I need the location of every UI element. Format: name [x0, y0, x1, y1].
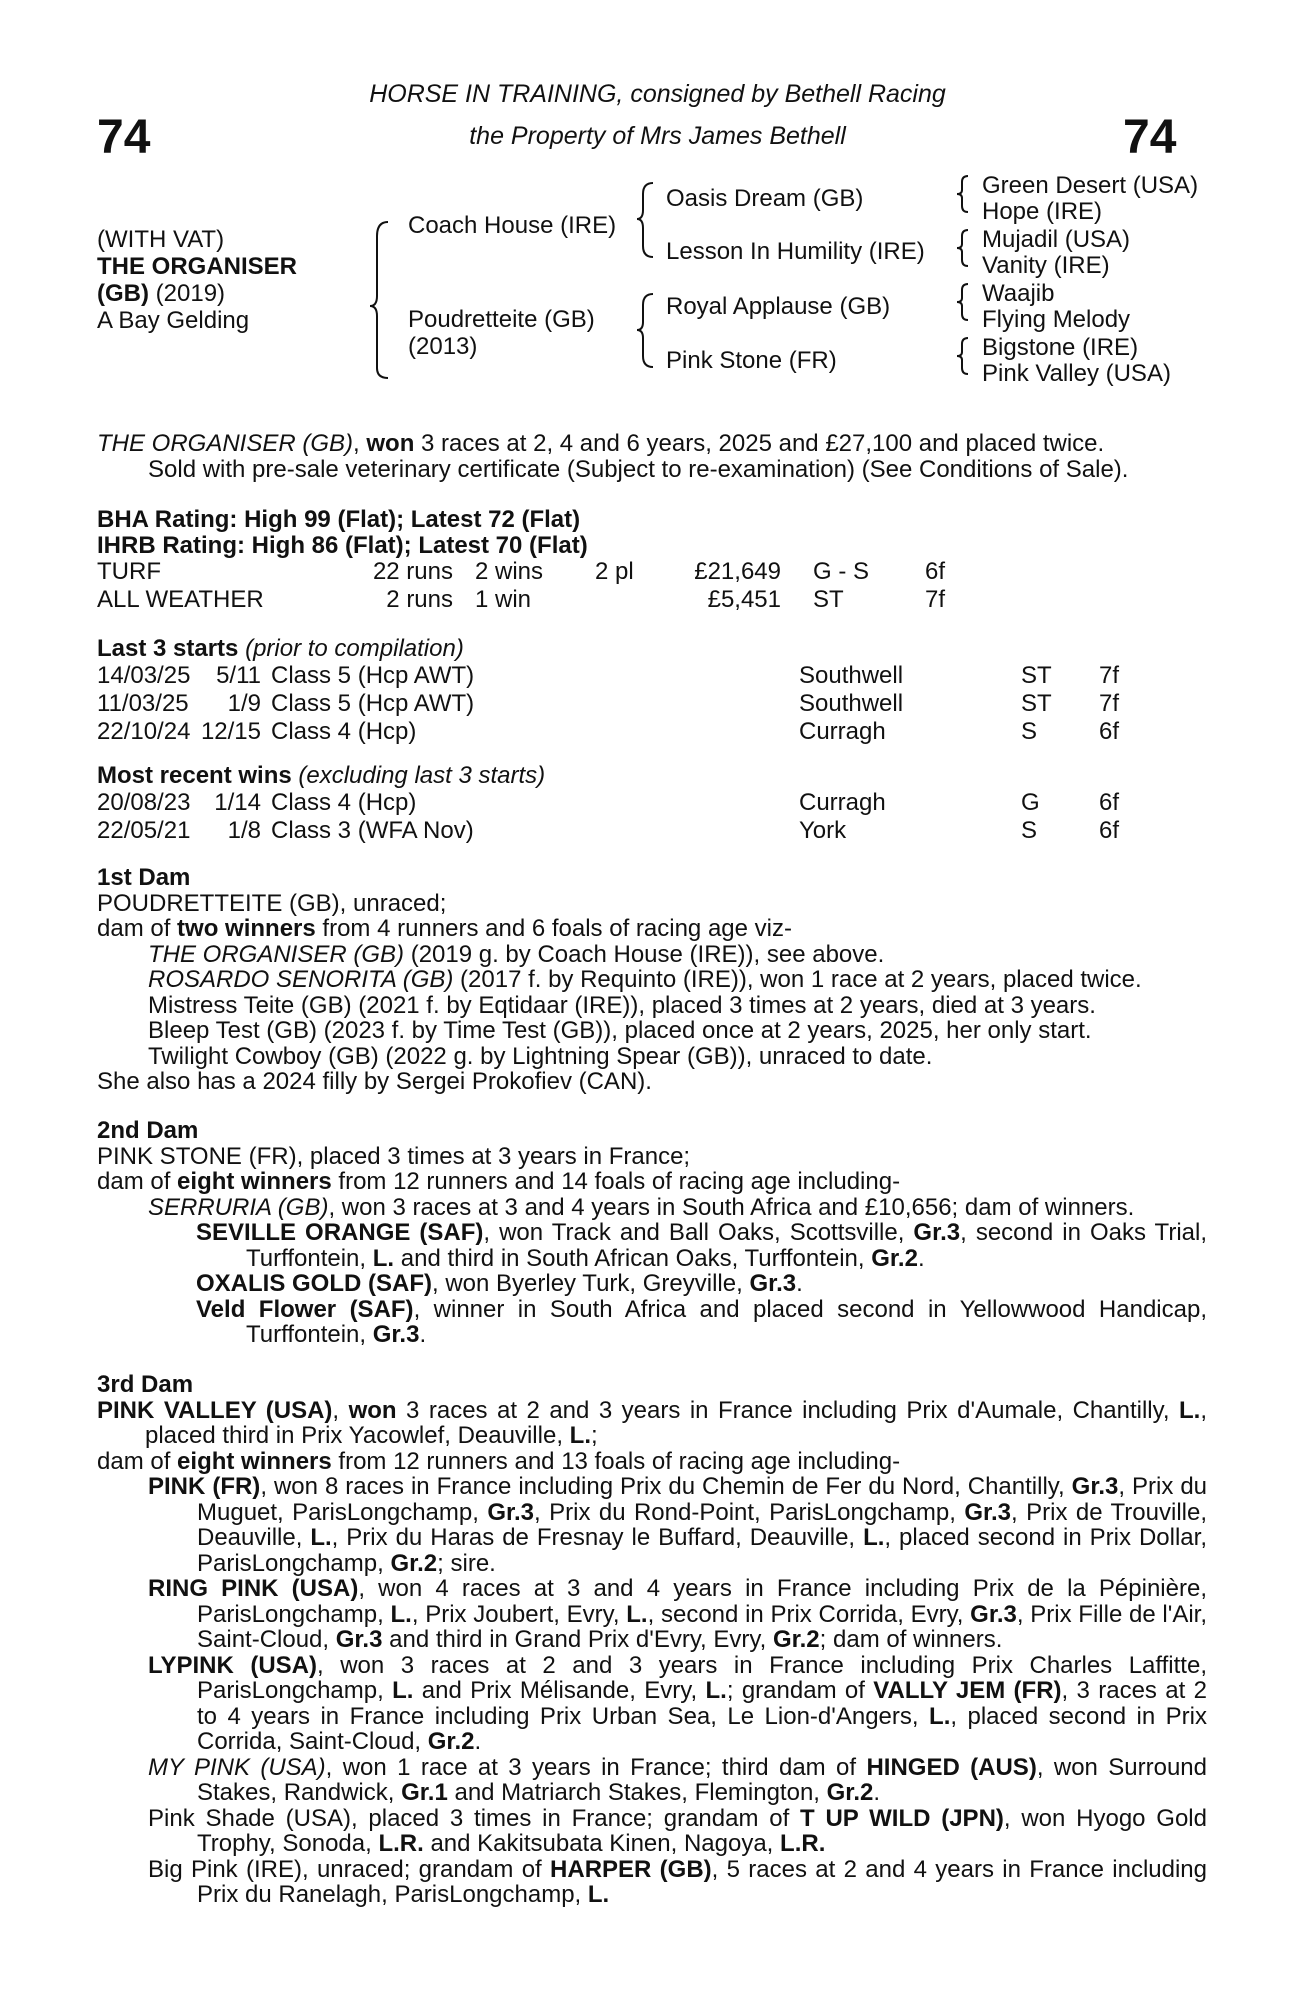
- recent-title: [97, 763, 1207, 789]
- list-item: PINK (FR), won 8 races in France including Prix du Chemin de Fer du Nord, Chantilly, Gr.3, Prix du Muguet, ParisLongchamp, Gr.3, Prix du Rond-Point, ParisLongchamp, Gr.3, Prix de Trouville, Deauville, L., Prix du Haras de Fresnay le Buffard, Deauville, L., placed second in Prix Dollar, ParisLongchamp, Gr.2; sire.: [148, 1473, 1208, 1577]
- list-item: LYPINK (USA), won 3 races at 2 and 3 years in France including Prix Charles Laffitte, ParisLongchamp, L. and Prix Mélisande, Evry, L.; grandam of VALLY JEM (FR), 3 races at 2 to 4 years in France including Prix Urban Sea, Le Lion-d'Angers, L., placed second in Prix Corrida, Saint-Cloud, Gr.2.: [148, 1651, 1208, 1755]
- dam-name: Poudretteite (GB): [408, 306, 595, 333]
- race-class: Class 5 (Hcp AWT): [271, 662, 475, 689]
- horse-name: THE ORGANISER: [97, 253, 298, 280]
- third-dam-line2: dam of eight winners from 12 runners and 13 foals of racing age including-: [97, 1447, 901, 1475]
- vat-label: (WITH VAT): [97, 226, 225, 253]
- wins: 1 win: [475, 586, 532, 613]
- distance: 7f: [925, 586, 946, 613]
- race-class: Class 4 (Hcp): [271, 789, 417, 816]
- table-row: [97, 690, 1119, 718]
- list-item: Mistress Teite (GB) (2021 f. by Eqtidaar (IRE)), placed 3 times at 2 years, died at 3 years.: [148, 991, 1096, 1019]
- race-class: Class 3 (WFA Nov): [271, 817, 474, 844]
- course: Southwell: [799, 690, 904, 717]
- list-item: RING PINK (USA), won 4 races at 3 and 4 years in France including Prix de la Pépinière, ParisLongchamp, L., Prix Joubert, Evry, L., second in Prix Corrida, Evry, Gr.3, Prix Fille de l'Air, Saint-Cloud, Gr.3 and third in Grand Prix d'Evry, Evry, Gr.2; dam of winners.: [148, 1575, 1207, 1653]
- distance: 6f: [1099, 817, 1120, 844]
- gen4-7: Pink Valley (USA): [982, 360, 1171, 387]
- going: ST: [813, 586, 844, 613]
- placed: [595, 586, 655, 614]
- summary-line1: THE ORGANISER (GB), won 3 races at 2, 4 and 6 years, 2025 and £27,100 and placed twice.: [97, 430, 1105, 457]
- first-dam-line1: POUDRETTEITE (GB), unraced;: [97, 889, 447, 917]
- distance: 6f: [925, 558, 946, 585]
- sire: Coach House (IRE): [408, 212, 617, 239]
- form-summary-table: [97, 558, 965, 614]
- race-class: Class 5 (Hcp AWT): [271, 690, 475, 717]
- date: 11/03/25: [97, 690, 189, 717]
- gen3-0: Oasis Dream (GB): [666, 185, 864, 212]
- table-row: [97, 817, 1119, 845]
- lot-number-right: 74: [1123, 111, 1177, 164]
- list-item: SEVILLE ORANGE (SAF), won Track and Ball Oaks, Scottsville, Gr.3, second in Oaks Trial, Turffontein, L. and third in South African Oaks, Turffontein, Gr.2.: [196, 1219, 1207, 1272]
- last3-note: (prior to compilation): [238, 635, 464, 662]
- gen3-1: Lesson In Humility (IRE): [666, 238, 925, 265]
- summary: [97, 431, 1207, 482]
- going: G - S: [813, 558, 870, 585]
- runs: 2 runs: [386, 586, 453, 613]
- last3-heading: Last 3 starts: [97, 635, 239, 662]
- last3-table: [97, 662, 1119, 746]
- date: 22/10/24: [97, 718, 191, 745]
- placed: 2 pl: [595, 558, 634, 585]
- position: 5/11: [216, 662, 261, 689]
- gen3-3: Pink Stone (FR): [666, 347, 837, 374]
- list-item: Twilight Cowboy (GB) (2022 g. by Lightning Spear (GB)), unraced to date.: [148, 1042, 933, 1070]
- list-item: OXALIS GOLD (SAF), won Byerley Turk, Greyville, Gr.3.: [196, 1270, 803, 1297]
- table-row: [97, 718, 1119, 746]
- first-dam-section: [97, 865, 1207, 1095]
- second-dam-title: 2nd Dam: [97, 1117, 199, 1144]
- course: Curragh: [799, 789, 886, 816]
- surface: TURF: [97, 558, 161, 585]
- course: Southwell: [799, 662, 904, 689]
- third-dam-section: [97, 1372, 1207, 1908]
- horse-description: A Bay Gelding: [97, 307, 250, 334]
- second-dam-line2: dam of eight winners from 12 runners and 14 foals of racing age including-: [97, 1168, 901, 1195]
- recent-heading: Most recent wins: [97, 762, 292, 789]
- last3-title: [97, 636, 1207, 662]
- list-item: ROSARDO SENORITA (GB) (2017 f. by Requinto (IRE)), won 1 race at 2 years, placed twice.: [148, 966, 1142, 993]
- gen4-5: Flying Melody: [982, 306, 1131, 333]
- list-item: Veld Flower (SAF), winner in South Africa and placed second in Yellowwood Handicap, Turffontein, Gr.3.: [196, 1295, 1208, 1348]
- course: Curragh: [799, 718, 886, 745]
- gen4-2: Mujadil (USA): [982, 226, 1131, 253]
- distance: 6f: [1099, 789, 1120, 816]
- date: 20/08/23: [97, 789, 191, 816]
- gen4-3: Vanity (IRE): [982, 252, 1110, 279]
- first-dam-footnote: She also has a 2024 filly by Sergei Prokofiev (CAN).: [97, 1068, 652, 1095]
- going: G: [1021, 789, 1040, 816]
- gen3-2: Royal Applause (GB): [666, 293, 891, 320]
- table-row: [97, 662, 1119, 690]
- gen4-1: Hope (IRE): [982, 198, 1103, 225]
- summary-record: 3 races at 2, 4 and 6 years, 2025 and £27,100 and placed twice.: [414, 430, 1105, 457]
- gen4-6: Bigstone (IRE): [982, 334, 1139, 361]
- prize: £21,649: [694, 558, 781, 585]
- going: S: [1021, 718, 1038, 745]
- list-item: Big Pink (IRE), unraced; grandam of HARPER (GB), 5 races at 2 and 4 years in France including Prix du Ranelagh, ParisLongchamp, L.: [148, 1855, 1208, 1908]
- date: 22/05/21: [97, 817, 191, 844]
- going: ST: [1021, 690, 1052, 717]
- wins: 2 wins: [475, 558, 544, 585]
- list-item: SERRURIA (GB), won 3 races at 3 and 4 years in South Africa and £10,656; dam of winners.: [148, 1193, 1135, 1221]
- race-class: Class 4 (Hcp): [271, 718, 417, 745]
- summary-line2: Sold with pre-sale veterinary certificate (Subject to re-examination) (See Conditions of Sale).: [148, 455, 1129, 483]
- header-consignor: HORSE IN TRAINING, consigned by Bethell Racing: [369, 80, 946, 108]
- position: 1/8: [227, 817, 261, 844]
- second-dam-section: [97, 1118, 1207, 1348]
- list-item: Pink Shade (USA), placed 3 times in France; grandam of T UP WILD (JPN), won Hyogo Gold Trophy, Sonoda, L.R. and Kakitsubata Kinen, Nagoya, L.R.: [148, 1804, 1207, 1857]
- horse-year: (2019): [155, 280, 226, 307]
- summary-won: won: [366, 430, 415, 457]
- list-item: Bleep Test (GB) (2023 f. by Time Test (GB)), placed once at 2 years, 2025, her only start.: [148, 1017, 1092, 1044]
- gen4-4: Waajib: [982, 280, 1055, 307]
- list-item: THE ORGANISER (GB) (2019 g. by Coach House (IRE)), see above.: [148, 940, 885, 968]
- first-dam-line2: dam of two winners from 4 runners and 6 foals of racing age viz-: [97, 915, 792, 942]
- course: York: [799, 817, 847, 844]
- position: 12/15: [200, 718, 261, 745]
- header-property: the Property of Mrs James Bethell: [469, 122, 846, 150]
- table-row: [97, 558, 965, 586]
- position: 1/9: [227, 690, 261, 717]
- distance: 7f: [1099, 690, 1120, 717]
- going: ST: [1021, 662, 1052, 689]
- prize: £5,451: [707, 586, 781, 613]
- recent-wins-table: [97, 789, 1119, 845]
- recent-note: (excluding last 3 starts): [291, 762, 546, 789]
- third-dam-title: 3rd Dam: [97, 1371, 194, 1398]
- dam-year: (2013): [408, 333, 478, 360]
- third-dam-line1: PINK VALLEY (USA), won 3 races at 2 and 3 years in France including Prix d'Aumale, Chantilly, L., placed third in Prix Yacowlef, Deauville, L.;: [97, 1396, 1208, 1449]
- going: S: [1021, 817, 1038, 844]
- date: 14/03/25: [97, 662, 191, 689]
- table-row: [97, 586, 965, 614]
- summary-horse-name: THE ORGANISER (GB): [97, 430, 354, 457]
- dam: [408, 306, 595, 360]
- runs: 22 runs: [372, 558, 453, 585]
- bha-rating: BHA Rating: High 99 (Flat); Latest 72 (Flat): [97, 506, 581, 533]
- distance: 6f: [1099, 718, 1120, 745]
- horse-country: (GB): [97, 280, 149, 307]
- table-row: [97, 789, 1119, 817]
- ratings: [97, 507, 1207, 558]
- position: 1/14: [214, 789, 261, 816]
- ihrb-rating: IHRB Rating: High 86 (Flat); Latest 70 (Flat): [97, 531, 588, 559]
- first-dam-title: 1st Dam: [97, 864, 191, 891]
- distance: 7f: [1099, 662, 1120, 689]
- gen4-0: Green Desert (USA): [982, 172, 1199, 199]
- surface: ALL WEATHER: [97, 586, 264, 613]
- list-item: MY PINK (USA), won 1 race at 3 years in France; third dam of HINGED (AUS), won Surround Stakes, Randwick, Gr.1 and Matriarch Stakes, Flemington, Gr.2.: [148, 1753, 1207, 1806]
- lot-number-left: 74: [97, 111, 151, 164]
- second-dam-line1: PINK STONE (FR), placed 3 times at 3 years in France;: [97, 1142, 691, 1170]
